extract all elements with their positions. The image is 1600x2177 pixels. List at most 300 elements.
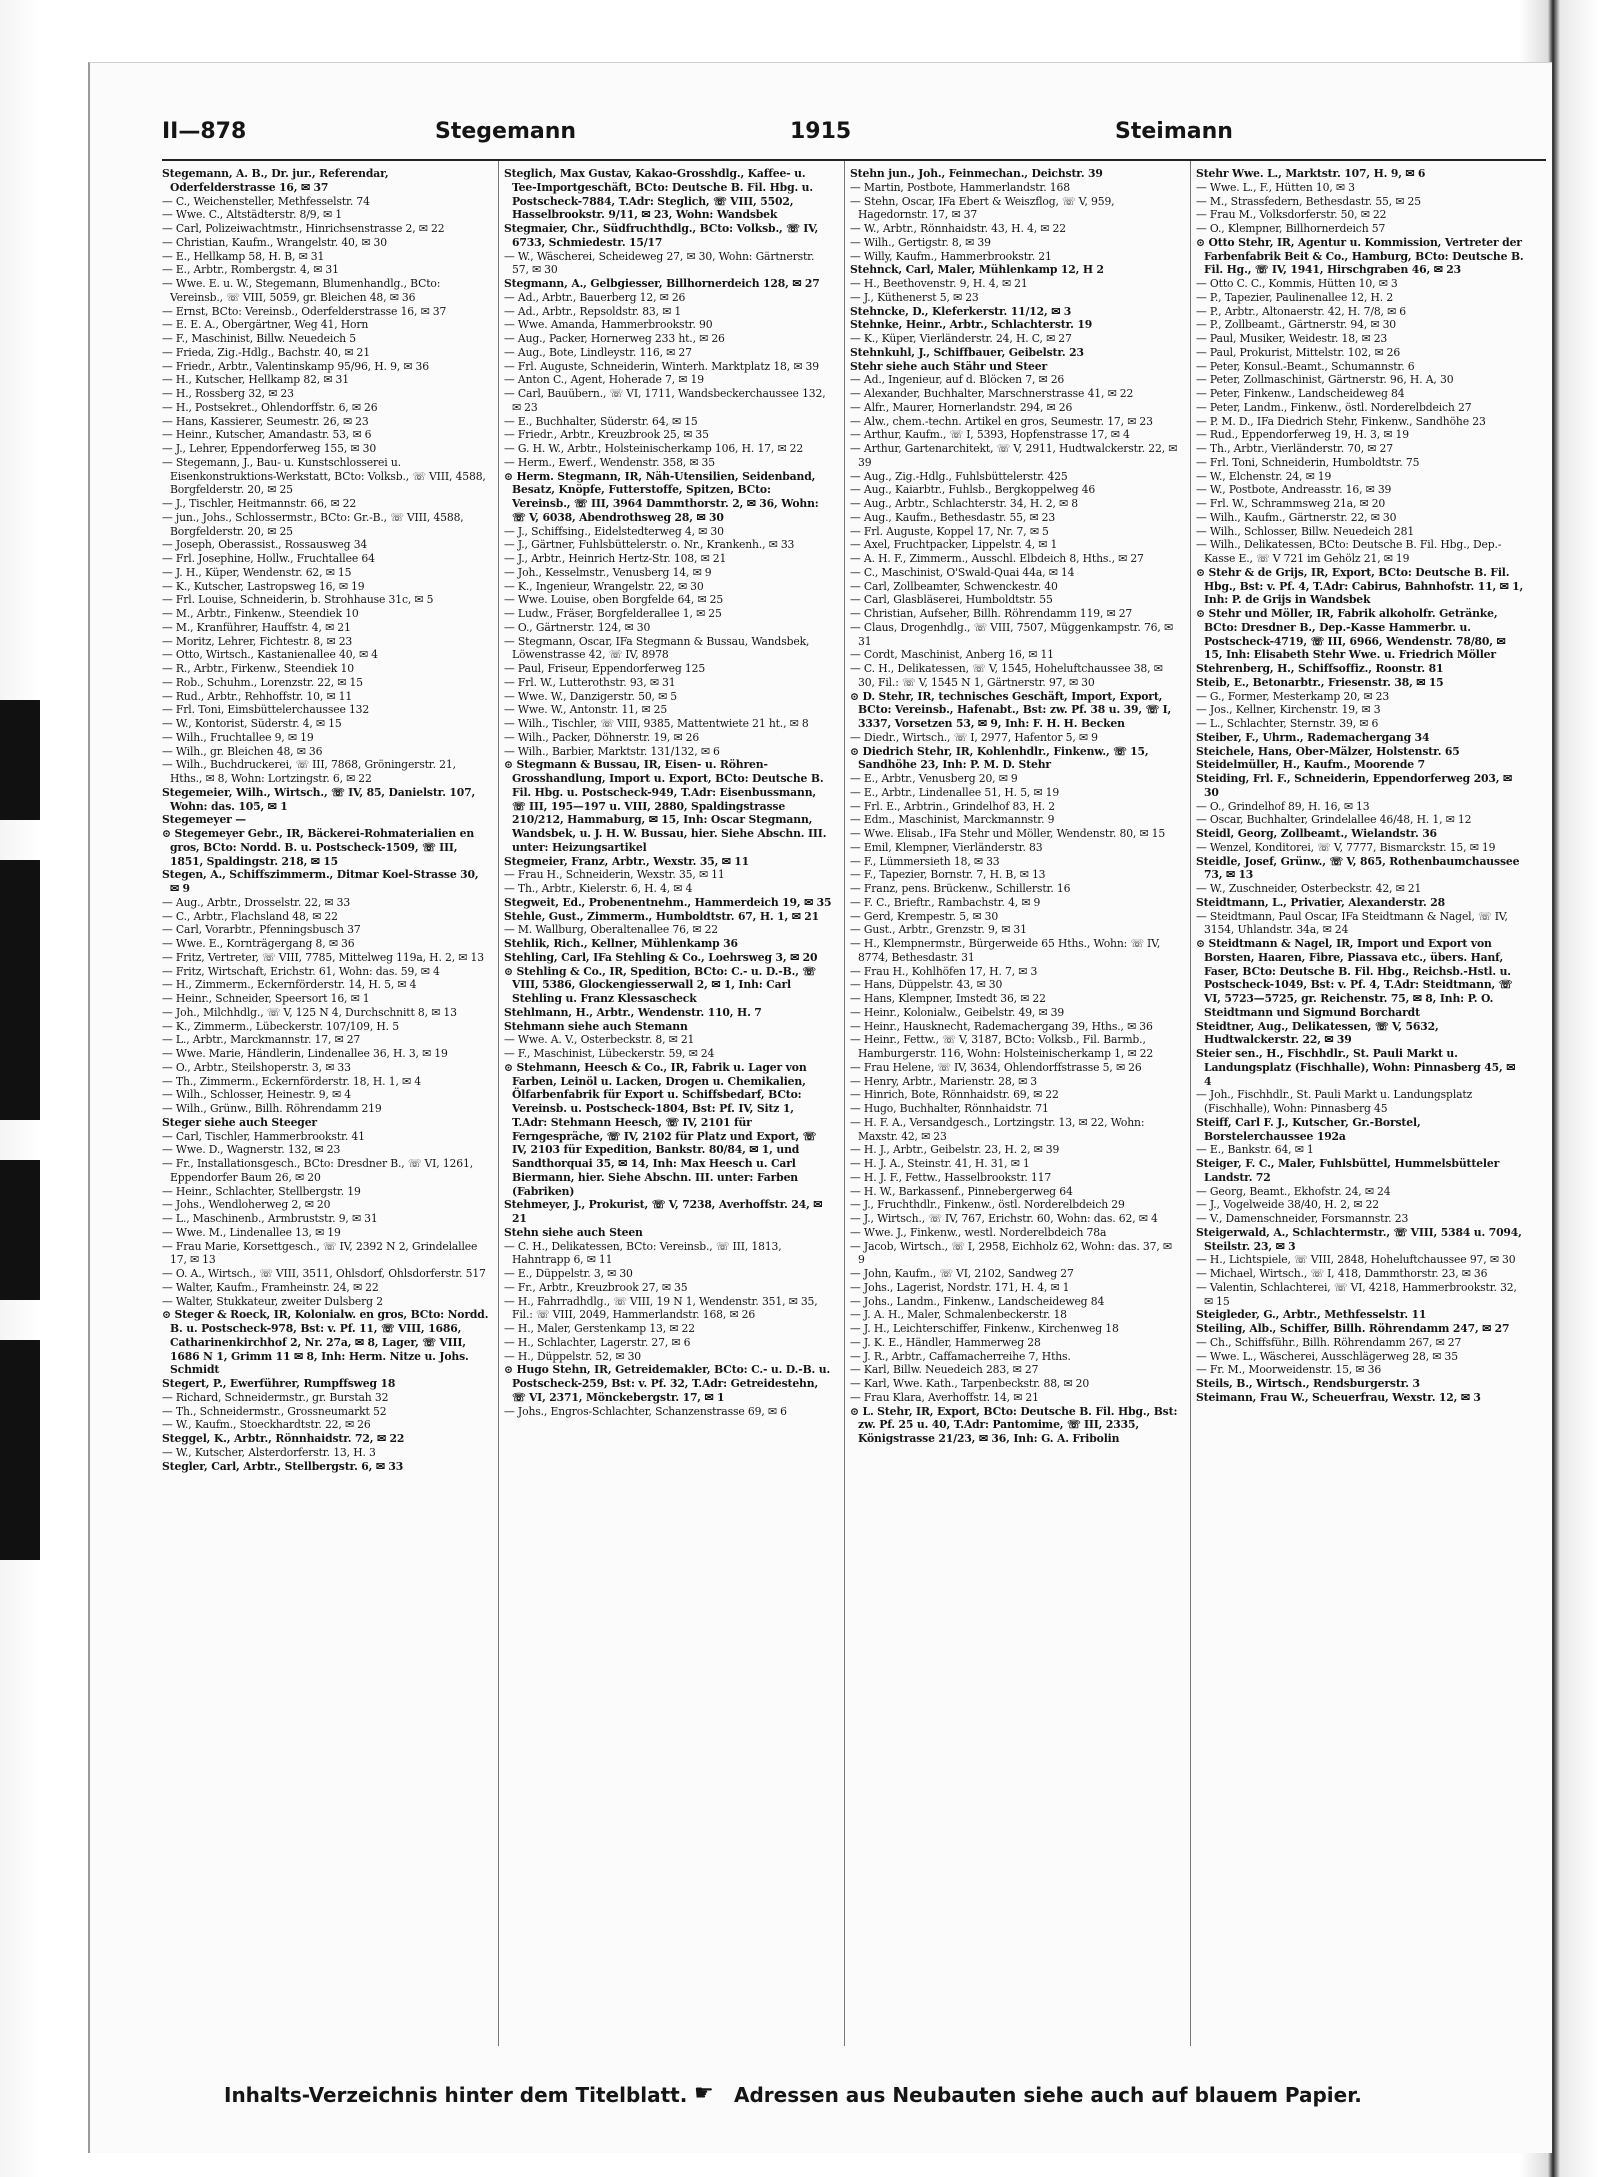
directory-entry: — F., Lümmersieth 18, ✉ 33 bbox=[850, 854, 1000, 868]
directory-entry: — Rud., Arbtr., Rehhoffstr. 10, ✉ 11 bbox=[162, 689, 353, 703]
directory-entry: Stehr siehe auch Stähr und Steer bbox=[850, 359, 1048, 373]
directory-entry: — H., Fahrradhdlg., ☏ VIII, 19 N 1, Wendenstr. 351, ✉ 35, Fil.: ☏ VIII, 2049, Hammerlandstr. 168, ✉ 26 bbox=[504, 1294, 818, 1322]
directory-entry: — Wilh., Barbier, Marktstr. 131/132, ✉ 6 bbox=[504, 744, 720, 758]
directory-entry: — Alfr., Maurer, Hornerlandstr. 294, ✉ 26 bbox=[850, 400, 1073, 414]
directory-entry: — Wilh., Grünw., Billh. Röhrendamm 219 bbox=[162, 1102, 382, 1115]
directory-entry: — Ad., Ingenieur, auf d. Blöcken 7, ✉ 26 bbox=[850, 373, 1065, 387]
directory-entry: — Fritz, Wirtschaft, Erichstr. 61, Wohn: das. 59, ✉ 4 bbox=[162, 964, 440, 978]
directory-entry: — jun., Johs., Schlossermstr., BCto: Gr.-B., ☏ VIII, 4588, Borgfelderstr. 20, ✉ 25 bbox=[162, 510, 464, 538]
directory-entry: — Georg, Beamt., Ekhofstr. 24, ✉ 24 bbox=[1196, 1184, 1391, 1198]
directory-entry: — Wilh., gr. Bleichen 48, ✉ 36 bbox=[162, 744, 323, 758]
directory-entry: — Steidtmann, Paul Oscar, IFa Steidtmann & Nagel, ☏ IV, 3154, Uhlandstr. 34a, ✉ 24 bbox=[1196, 909, 1508, 937]
directory-entry: — Aug., Arbtr., Drosselstr. 22, ✉ 33 bbox=[162, 895, 351, 909]
directory-entry: — Frau H., Kohlhöfen 17, H. 7, ✉ 3 bbox=[850, 964, 1038, 978]
footer-addresses-note: Adressen aus Neubauten siehe auch auf blauem Papier. bbox=[734, 2083, 1362, 2107]
directory-entry: — Moritz, Lehrer, Fichtestr. 8, ✉ 23 bbox=[162, 634, 353, 648]
directory-entry: — Rud., Eppendorferweg 19, H. 3, ✉ 19 bbox=[1196, 428, 1409, 442]
directory-entry: — L., Schlachter, Sternstr. 39, ✉ 6 bbox=[1196, 717, 1379, 730]
directory-entry: Stegler, Carl, Arbtr., Stellbergstr. 6, ✉ 33 bbox=[162, 1459, 404, 1473]
directory-entry: Steggel, K., Arbtr., Rönnhaidstr. 72, ✉ 22 bbox=[162, 1432, 405, 1445]
directory-entry: — C., Maschinist, O'Swald-Quai 44a, ✉ 14 bbox=[850, 565, 1075, 579]
directory-entry: — Frau Helene, ☏ IV, 3634, Ohlendorffstrasse 5, ✉ 26 bbox=[850, 1060, 1142, 1074]
directory-entry: — Wilh., Fruchtallee 9, ✉ 19 bbox=[162, 730, 314, 744]
directory-entry: — O. A., Wirtsch., ☏ VIII, 3511, Ohlsdorf, Ohlsdorferstr. 517 bbox=[162, 1267, 486, 1280]
directory-entry: Steigerwald, A., Schlachtermstr., ☏ VIII, 5384 u. 7094, Steilstr. 23, ✉ 3 bbox=[1196, 1225, 1522, 1253]
page-header bbox=[90, 113, 1552, 153]
directory-entry: — Hinrich, Bote, Rönnhaidstr. 69, ✉ 22 bbox=[850, 1088, 1059, 1102]
directory-entry: — H., Zimmerm., Eckernförderstr. 14, H. 5, ✉ 4 bbox=[162, 978, 417, 992]
directory-entry: — Wilh., Delikatessen, BCto: Deutsche B. Fil. Hbg., Dep.-Kasse E., ☏ V 721 im Gehölz 21, ✉ 19 bbox=[1196, 538, 1502, 565]
directory-entry: — H., Beethovenstr. 9, H. 4, ✉ 21 bbox=[850, 277, 1028, 290]
directory-entry: — Henry, Arbtr., Marienstr. 28, ✉ 3 bbox=[850, 1074, 1038, 1088]
directory-entry: — J., Küthenerst 5, ✉ 23 bbox=[850, 290, 979, 304]
directory-entry: Steiger, F. C., Maler, Fuhlsbüttel, Hummelsbütteler Landstr. 72 bbox=[1196, 1157, 1500, 1184]
directory-entry: — W., Arbtr., Rönnhaidstr. 43, H. 4, ✉ 22 bbox=[850, 222, 1066, 235]
directory-columns bbox=[162, 167, 1546, 2067]
directory-entry: — E., Arbtr., Venusberg 20, ✉ 9 bbox=[850, 772, 1018, 785]
directory-entry: — Oscar, Buchhalter, Grindelallee 46/48, H. 1, ✉ 12 bbox=[1196, 813, 1472, 827]
directory-entry: Steiff, Carl F. J., Kutscher, Gr.-Borstel, Borstelerchaussee 192a bbox=[1196, 1115, 1421, 1143]
directory-entry: — J., Fruchthdlr., Finkenw., östl. Norderelbdeich 29 bbox=[850, 1198, 1125, 1212]
directory-entry: — Stehn, Oscar, IFa Ebert & Weiszflog, ☏ V, 959, Hagedornstr. 17, ✉ 37 bbox=[850, 194, 1115, 222]
directory-entry: — Wwe. W., Danzigerstr. 50, ✉ 5 bbox=[504, 689, 677, 703]
directory-entry: — Wwe. Amanda, Hammerbrookstr. 90 bbox=[504, 318, 713, 332]
directory-entry: Stegmann, A., Gelbgiesser, Billhornerdeich 128, ✉ 27 bbox=[504, 277, 820, 290]
directory-entry: — Frl. Auguste, Schneiderin, Winterh. Marktplatz 18, ✉ 39 bbox=[504, 359, 819, 373]
directory-entry: — Wilh., Tischler, ☏ VIII, 9385, Mattentwiete 21 ht., ✉ 8 bbox=[504, 717, 809, 730]
directory-entry: — H. J., Arbtr., Geibelstr. 23, H. 2, ✉ 39 bbox=[850, 1143, 1060, 1157]
directory-entry: — P. M. D., IFa Diedrich Stehr, Finkenw., Sandhöhe 23 bbox=[1196, 414, 1486, 428]
directory-entry: — P., Tapezier, Paulinenallee 12, H. 2 bbox=[1196, 290, 1394, 304]
directory-entry: — Frau H., Schneiderin, Wexstr. 35, ✉ 11 bbox=[504, 868, 725, 882]
directory-entry: ⊙ Steidtmann & Nagel, IR, Import und Export von Borsten, Haaren, Fibre, Piassava etc., übers. Hanf, Faser, BCto: Deutsche B. Fil. Hbg., Reichsb.-Hstl. u. Postscheck-1049, Bst: v. Pf. 4, T.Adr: Steidtmann, ☏ VI, 5723—5725, gr. Reichenstr. 75, ✉ 8, Inh: P. O. Steidtmann und Sigmund Borchardt bbox=[1196, 937, 1513, 1019]
directory-entry: — Carl, Glasbläserei, Humboldtstr. 55 bbox=[850, 593, 1053, 607]
directory-page bbox=[88, 62, 1552, 2153]
directory-entry: Steiber, F., Uhrm., Rademachergang 34 bbox=[1196, 730, 1430, 744]
directory-entry: — E., Hellkamp 58, H. B, ✉ 31 bbox=[162, 249, 325, 263]
column-3 bbox=[850, 167, 1178, 2042]
directory-entry: — Johs., Lagerist, Nordstr. 171, H. 4, ✉ 1 bbox=[850, 1280, 1070, 1294]
column-4 bbox=[1196, 167, 1524, 2042]
directory-entry: — O., Grindelhof 89, H. 16, ✉ 13 bbox=[1196, 799, 1370, 813]
directory-entry: ⊙ Stehmann, Heesch & Co., IR, Fabrik u. Lager von Farben, Leinöl u. Lacken, Drogen u. Chemikalien, Ölfarbenfabrik für Export u. Schiffsbedarf, BCto: Vereinsb. u. Postscheck-1804, Bst: Pf. IV, Sitz 1, T.Adr: Stehmann Heesch, ☏ IV, 2101 für Ferngespräche, ☏ IV, 2102 für Platz und Export, ☏ IV, 2103 für Expedition, Bankstr. 80/84, ✉ 1, und Sandthorquai 35, ✉ 14, Inh: Max Heesch u. Carl Biermann, hier. Siehe Abschn. III. unter: Farben (Fabriken) bbox=[504, 1060, 816, 1198]
directory-entry: — Frl. Toni, Eimsbüttelerchaussee 132 bbox=[162, 703, 370, 717]
directory-entry: — Heinr., Kolonialw., Geibelstr. 49, ✉ 39 bbox=[850, 1005, 1065, 1019]
directory-entry: — C. H., Delikatessen, ☏ V, 1545, Hoheluftchaussee 38, ✉ 30, Fil.: ☏ V, 1545 N 1, Gärtnerstr. 97, ✉ 30 bbox=[850, 662, 1163, 689]
header-rule bbox=[162, 159, 1546, 161]
directory-entry: — Frl. E., Arbtrin., Grindelhof 83, H. 2 bbox=[850, 799, 1056, 813]
directory-entry: — H., Klempnermstr., Bürgerweide 65 Hths., Wohn: ☏ IV, 8774, Bethesdastr. 31 bbox=[850, 937, 1161, 964]
directory-entry: — Heinr., Schlachter, Stellbergstr. 19 bbox=[162, 1184, 361, 1198]
directory-entry: — E., Arbtr., Lindenallee 51, H. 5, ✉ 19 bbox=[850, 785, 1060, 799]
directory-entry: — V., Damenschneider, Forsmannstr. 23 bbox=[1196, 1212, 1409, 1225]
directory-entry: — Stegmann, Oscar, IFa Stegmann & Bussau, Wandsbek, Löwenstrasse 42, ☏ IV, 8978 bbox=[504, 634, 810, 662]
directory-entry: — K., Zimmerm., Lübeckerstr. 107/109, H. 5 bbox=[162, 1019, 399, 1033]
directory-entry: — Heinr., Hausknecht, Rademachergang 39, Hths., ✉ 36 bbox=[850, 1019, 1153, 1033]
page-number: II—878 bbox=[162, 119, 247, 144]
directory-entry: — Heinr., Kutscher, Amandastr. 53, ✉ 6 bbox=[162, 428, 372, 442]
directory-entry: — Michael, Wirtsch., ☏ I, 418, Dammthorstr. 23, ✉ 36 bbox=[1196, 1267, 1488, 1280]
directory-entry: — Aug., Kaufm., Bethesdastr. 55, ✉ 23 bbox=[850, 510, 1056, 524]
directory-entry: ⊙ Stehling & Co., IR, Spedition, BCto: C.- u. D.-B., ☏ VIII, 5386, Glockengiesserwall 2, ✉ 1, Inh: Carl Stehling u. Franz Klessascheck bbox=[504, 964, 816, 1005]
directory-entry: — Emil, Klempner, Vierländerstr. 83 bbox=[850, 840, 1043, 854]
directory-entry: — H., Düppelstr. 52, ✉ 30 bbox=[504, 1349, 642, 1363]
directory-entry: — Arthur, Kaufm., ☏ I, 5393, Hopfenstrasse 17, ✉ 4 bbox=[850, 428, 1130, 442]
directory-entry: — Aug., Bote, Lindleystr. 116, ✉ 27 bbox=[504, 345, 692, 359]
directory-entry: — Hugo, Buchhalter, Rönnhaidstr. 71 bbox=[850, 1102, 1049, 1115]
directory-entry: Steigleder, G., Arbtr., Methfesselstr. 11 bbox=[1196, 1308, 1427, 1322]
directory-entry: — Th., Zimmerm., Eckernförderstr. 18, H. 1, ✉ 4 bbox=[162, 1074, 421, 1088]
directory-entry: Stehmann siehe auch Stemann bbox=[504, 1019, 688, 1033]
directory-entry: — Karl, Wwe. Kath., Tarpenbeckstr. 88, ✉ 20 bbox=[850, 1377, 1090, 1390]
directory-entry: — Walter, Stukkateur, zweiter Dulsberg 2 bbox=[162, 1294, 383, 1308]
directory-entry: — Joh., Fischhdlr., St. Pauli Markt u. Landungsplatz (Fischhalle), Wohn: Pinnasberg 45 bbox=[1196, 1088, 1473, 1115]
directory-entry: ⊙ Steger & Roeck, IR, Kolonialw. en gros, BCto: Nordd. B. u. Postscheck-978, Bst: v. Pf. 11, ☏ VIII, 1686, Catharinenkirchhof 2, Nr. 27a, ✉ 8, Lager, ☏ VIII, 1686 N 1, Grimm 11 ✉ 8, Inh: Herm. Nitze u. Johs. Schmidt bbox=[162, 1308, 489, 1377]
directory-entry: — Wilh., Gertigstr. 8, ✉ 39 bbox=[850, 235, 991, 249]
directory-entry: — Willy, Kaufm., Hammerbrookstr. 21 bbox=[850, 249, 1052, 263]
directory-entry: Stegen, A., Schiffszimmerm., Ditmar Koel-Strasse 30, ✉ 9 bbox=[162, 868, 479, 895]
directory-entry: Stehmeyer, J., Prokurist, ☏ V, 7238, Averhoffstr. 24, ✉ 21 bbox=[504, 1198, 823, 1225]
directory-entry: — Carl, Vorarbtr., Pfenningsbusch 37 bbox=[162, 923, 361, 937]
directory-entry: Stegmaier, Chr., Südfruchthdlg., BCto: Volksb., ☏ IV, 6733, Schmiedestr. 15/17 bbox=[504, 222, 819, 249]
directory-entry: — H., Lichtspiele, ☏ VIII, 2848, Hoheluftchaussee 97, ✉ 30 bbox=[1196, 1253, 1516, 1267]
directory-entry: — J., Arbtr., Heinrich Hertz-Str. 108, ✉ 21 bbox=[504, 552, 727, 565]
directory-entry: — Valentin, Schlachterei, ☏ VI, 4218, Hammerbrookstr. 32, ✉ 15 bbox=[1196, 1280, 1517, 1308]
directory-entry: — Frl. W., Schrammsweg 21a, ✉ 20 bbox=[1196, 497, 1386, 510]
directory-entry: — Alexander, Buchhalter, Marschnerstrasse 41, ✉ 22 bbox=[850, 387, 1134, 400]
directory-entry: — Ad., Arbtr., Repsoldstr. 83, ✉ 1 bbox=[504, 304, 682, 318]
directory-entry: — Fr. M., Moorweidenstr. 15, ✉ 36 bbox=[1196, 1363, 1382, 1377]
directory-entry: — Wwe. L., F., Hütten 10, ✉ 3 bbox=[1196, 180, 1355, 194]
directory-entry: — Wwe. J., Finkenw., westl. Norderelbdeich 78a bbox=[850, 1225, 1107, 1239]
directory-entry: — Gerd, Krempestr. 5, ✉ 30 bbox=[850, 909, 999, 923]
directory-entry: — Otto C. C., Kommis, Hütten 10, ✉ 3 bbox=[1196, 277, 1398, 290]
directory-entry: Stehncke, D., Kleferkerstr. 11/12, ✉ 3 bbox=[850, 304, 1072, 318]
directory-entry: — W., Elchenstr. 24, ✉ 19 bbox=[1196, 469, 1332, 483]
directory-entry: ⊙ D. Stehr, IR, technisches Geschäft, Import, Export, BCto: Vereinsb., Hafenabt., Bst: zw. Pf. 38 u. 39, ☏ I, 3337, Vorsetzen 53, ✉ 9, Inh: F. H. H. Becken bbox=[850, 689, 1172, 730]
directory-entry: — Fr., Installationsgesch., BCto: Dresdner B., ☏ VI, 1261, Eppendorfer Baum 26, ✉ 20 bbox=[162, 1157, 473, 1184]
directory-entry: — Alw., chem.-techn. Artikel en gros, Seumestr. 17, ✉ 23 bbox=[850, 414, 1153, 428]
directory-entry: — Wenzel, Konditorei, ☏ V, 7777, Bismarckstr. 15, ✉ 19 bbox=[1196, 840, 1496, 854]
directory-entry: ⊙ Stegemeyer Gebr., IR, Bäckerei-Rohmaterialien en gros, BCto: Nordd. B. u. Postscheck-1509, ☏ III, 1851, Spaldingstr. 218, ✉ 15 bbox=[162, 827, 475, 868]
directory-entry: — Jos., Kellner, Kirchenstr. 19, ✉ 3 bbox=[1196, 703, 1381, 717]
directory-entry: Steiling, Alb., Schiffer, Billh. Röhrendamm 247, ✉ 27 bbox=[1196, 1322, 1510, 1335]
directory-entry: — Walter, Kaufm., Framheinstr. 24, ✉ 22 bbox=[162, 1280, 379, 1294]
directory-entry: — Frl. W., Lutterothstr. 93, ✉ 31 bbox=[504, 675, 676, 689]
directory-entry: — H., Maler, Gerstenkamp 13, ✉ 22 bbox=[504, 1322, 695, 1335]
directory-entry: — Th., Arbtr., Kielerstr. 6, H. 4, ✉ 4 bbox=[504, 882, 693, 895]
directory-entry: — Johs., Wendloherweg 2, ✉ 20 bbox=[162, 1198, 331, 1212]
directory-entry: — H., Rossberg 32, ✉ 23 bbox=[162, 387, 294, 400]
directory-entry: — Axel, Fruchtpacker, Lippelstr. 4, ✉ 1 bbox=[850, 538, 1058, 552]
directory-entry: Stehn jun., Joh., Feinmechan., Deichstr. 39 bbox=[850, 167, 1103, 180]
directory-entry: — H. F. A., Versandgesch., Lortzingstr. 13, ✉ 22, Wohn: Maxstr. 42, ✉ 23 bbox=[850, 1115, 1145, 1143]
directory-entry: — Paul, Prokurist, Mittelstr. 102, ✉ 26 bbox=[1196, 345, 1401, 359]
directory-entry: — Aug., Packer, Hornerweg 233 ht., ✉ 26 bbox=[504, 332, 725, 345]
directory-entry: — Ad., Arbtr., Bauerberg 12, ✉ 26 bbox=[504, 290, 686, 304]
directory-entry: — Frau M., Volksdorferstr. 50, ✉ 22 bbox=[1196, 208, 1387, 222]
directory-entry: — Peter, Konsul.-Beamt., Schumannstr. 6 bbox=[1196, 359, 1415, 373]
column-2 bbox=[504, 167, 832, 2042]
directory-entry: — Carl, Bauübern., ☏ VI, 1711, Wandsbeckerchaussee 132, ✉ 23 bbox=[504, 387, 826, 414]
directory-entry: — M., Kranführer, Hauffstr. 4, ✉ 21 bbox=[162, 620, 351, 634]
directory-entry: — Friedr., Arbtr., Valentinskamp 95/96, H. 9, ✉ 36 bbox=[162, 359, 429, 373]
directory-entry: ⊙ Stehr und Möller, IR, Fabrik alkoholfr. Getränke, BCto: Dresdner B., Dep.-Kasse Hammerbr. u. Postscheck-4719, ☏ III, 6966, Wendenstr. 78/80, ✉ 15, Inh: Elisabeth Stehr Wwe. u. Friedrich Möller bbox=[1196, 607, 1506, 662]
directory-entry: — Wwe. Elisab., IFa Stehr und Möller, Wendenstr. 80, ✉ 15 bbox=[850, 827, 1166, 840]
directory-entry: — W., Wäscherei, Scheideweg 27, ✉ 30, Wohn: Gärtnerstr. 57, ✉ 30 bbox=[504, 249, 815, 277]
directory-entry: — E., Arbtr., Rombergstr. 4, ✉ 31 bbox=[162, 263, 339, 277]
directory-entry: — J. A. H., Maler, Schmalenbeckerstr. 18 bbox=[850, 1308, 1067, 1322]
directory-entry: Stehrenberg, H., Schiffsoffiz., Roonstr. 81 bbox=[1196, 662, 1444, 675]
directory-entry: — H. W., Barkassenf., Pinnebergerweg 64 bbox=[850, 1184, 1073, 1198]
directory-entry: — M., Strassfedern, Bethesdastr. 55, ✉ 25 bbox=[1196, 194, 1421, 208]
directory-entry: — F., Maschinist, Lübeckerstr. 59, ✉ 24 bbox=[504, 1047, 715, 1060]
directory-entry: Stehling, Carl, IFa Stehling & Co., Loehrsweg 3, ✉ 20 bbox=[504, 950, 818, 964]
directory-entry: Steiding, Frl. F., Schneiderin, Eppendorferweg 203, ✉ 30 bbox=[1196, 772, 1512, 799]
directory-entry: — J., Lehrer, Eppendorferweg 155, ✉ 30 bbox=[162, 442, 377, 455]
directory-entry: Stegemeyer — bbox=[162, 813, 246, 827]
directory-entry: Stehnck, Carl, Maler, Mühlenkamp 12, H 2 bbox=[850, 263, 1104, 277]
directory-entry: — K., Kutscher, Lastropsweg 16, ✉ 19 bbox=[162, 579, 365, 593]
directory-entry: — Wwe. A. V., Osterbeckstr. 8, ✉ 21 bbox=[504, 1033, 695, 1047]
directory-entry: — W., Kaufm., Stoeckhardtstr. 22, ✉ 26 bbox=[162, 1418, 371, 1432]
directory-entry: — P., Zollbeamt., Gärtnerstr. 94, ✉ 30 bbox=[1196, 318, 1397, 332]
directory-entry: ⊙ Stehr & de Grijs, IR, Export, BCto: Deutsche B. Fil. Hbg., Bst: v. Pf. 4, T.Adr: Cabirus, Bahnhofstr. 11, ✉ 1, Inh: P. de Grijs in Wandsbek bbox=[1196, 565, 1524, 607]
directory-entry: — Joh., Kesselmstr., Venusberg 14, ✉ 9 bbox=[504, 565, 712, 579]
directory-entry: — H. J. F., Fettw., Hasselbrookstr. 117 bbox=[850, 1170, 1052, 1184]
directory-entry: — O., Gärtnerstr. 124, ✉ 30 bbox=[504, 620, 651, 634]
directory-entry: — Wwe. Louise, oben Borgfelde 64, ✉ 25 bbox=[504, 593, 724, 607]
directory-entry: — Martin, Postbote, Hammerlandstr. 168 bbox=[850, 180, 1070, 194]
directory-entry: — Th., Schneidermstr., Grossneumarkt 52 bbox=[162, 1404, 387, 1418]
directory-entry: — O., Arbtr., Steilshoperstr. 3, ✉ 33 bbox=[162, 1060, 351, 1074]
directory-entry: Steils, B., Wirtsch., Rendsburgerstr. 3 bbox=[1196, 1377, 1420, 1390]
directory-entry: — Jacob, Wirtsch., ☏ I, 2958, Eichholz 62, Wohn: das. 37, ✉ 9 bbox=[850, 1239, 1172, 1267]
directory-entry: — Wilh., Buchdruckerei, ☏ III, 7868, Gröningerstr. 21, Hths., ✉ 8, Wohn: Lortzingstr. 6, ✉ 22 bbox=[162, 758, 456, 785]
directory-entry: — Frl. Louise, Schneiderin, b. Strohhause 31c, ✉ 5 bbox=[162, 593, 434, 607]
directory-entry: — W., Kontorist, Süderstr. 4, ✉ 15 bbox=[162, 717, 342, 730]
pointing-hand-icon: ☛ bbox=[694, 2081, 714, 2106]
directory-entry: Steger siehe auch Steeger bbox=[162, 1115, 317, 1129]
directory-entry: Steier sen., H., Fischhdlr., St. Pauli Markt u. Landungsplatz (Fischhalle), Wohn: Pinnasberg 45, ✉ 4 bbox=[1196, 1047, 1516, 1088]
directory-entry: — Ernst, BCto: Vereinsb., Oderfelderstrasse 16, ✉ 37 bbox=[162, 304, 447, 318]
directory-entry: Stehn siehe auch Steen bbox=[504, 1225, 643, 1239]
directory-entry: — Hans, Düppelstr. 43, ✉ 30 bbox=[850, 978, 1003, 992]
directory-entry: — Wwe. D., Wagnerstr. 132, ✉ 23 bbox=[162, 1143, 341, 1157]
directory-entry: — Wwe. M., Lindenallee 13, ✉ 19 bbox=[162, 1225, 341, 1239]
directory-entry: — Wwe. C., Altstädterstr. 8/9, ✉ 1 bbox=[162, 208, 342, 222]
directory-entry: Stegert, P., Ewerführer, Rumpffsweg 18 bbox=[162, 1377, 396, 1390]
directory-entry: — Diedr., Wirtsch., ☏ I, 2977, Hafentor 5, ✉ 9 bbox=[850, 730, 1098, 744]
directory-entry: — Christian, Kaufm., Wrangelstr. 40, ✉ 30 bbox=[162, 235, 387, 249]
side-stamp bbox=[0, 700, 60, 1600]
directory-entry: — H., Postsekret., Ohlendorffstr. 6, ✉ 26 bbox=[162, 400, 378, 414]
directory-entry: — J. R., Arbtr., Caffamacherreihe 7, Hths. bbox=[850, 1349, 1071, 1363]
directory-entry: — L., Arbtr., Marckmannstr. 17, ✉ 27 bbox=[162, 1033, 361, 1047]
directory-entry: — Stegemann, J., Bau- u. Kunstschlosserei u. Eisenkonstruktions-Werkstatt, BCto: Volksb., ☏ VIII, 4588, Borgfelderstr. 20, ✉ 25 bbox=[162, 455, 486, 497]
directory-entry: ⊙ Stegmann & Bussau, IR, Eisen- u. Röhren-Grosshandlung, Import u. Export, BCto: Deutsche B. Fil. Hbg. u. Postscheck-949, T.Adr: Eisenbussmann, ☏ III, 195—197 u. VIII, 2880, Spaldingstrasse 210/212, Hammaburg, ✉ 15, Inh: Oscar Stegmann, Wandsbek, u. J. H. W. Bussau, hier. Siehe Abschn. III. unter: Heizungsartikel bbox=[504, 758, 827, 854]
directory-entry: — L., Maschinenb., Armbruststr. 9, ✉ 31 bbox=[162, 1212, 378, 1225]
directory-entry: Stegemann, A. B., Dr. jur., Referendar, Oderfelderstrasse 16, ✉ 37 bbox=[162, 167, 389, 194]
directory-entry: ⊙ Otto Stehr, IR, Agentur u. Kommission, Vertreter der Farbenfabrik Beit & Co., Hamburg, BCto: Deutsche B. Fil. Hg., ☏ IV, 1941, Hirschgraben 46, ✉ 23 bbox=[1196, 235, 1524, 277]
directory-entry: — Otto, Wirtsch., Kastanienallee 40, ✉ 4 bbox=[162, 648, 378, 662]
directory-entry: — Fr., Arbtr., Kreuzbrook 27, ✉ 35 bbox=[504, 1280, 688, 1294]
directory-entry: — C. H., Delikatessen, BCto: Vereinsb., ☏ III, 1813, Hahntrapp 6, ✉ 11 bbox=[504, 1239, 782, 1267]
directory-entry: — Carl, Tischler, Hammerbrookstr. 41 bbox=[162, 1129, 365, 1143]
directory-entry: — Frl. Toni, Schneiderin, Humboldtstr. 75 bbox=[1196, 455, 1420, 469]
directory-entry: — Herm., Ewerf., Wendenstr. 358, ✉ 35 bbox=[504, 455, 715, 469]
directory-entry: — K., Küper, Vierländerstr. 24, H. C, ✉ 27 bbox=[850, 332, 1072, 345]
directory-entry: — W., Kutscher, Alsterdorferstr. 13, H. 3 bbox=[162, 1445, 376, 1459]
directory-entry: — J. H., Leichterschiffer, Finkenw., Kirchenweg 18 bbox=[850, 1322, 1119, 1335]
directory-entry: ⊙ Hugo Stehn, IR, Getreidemakler, BCto: C.- u. D.-B. u. Postscheck-259, Bst: v. Pf. 32, T.Adr: Getreidestehn, ☏ VI, 2371, Mönckebergstr. 17, ✉ 1 bbox=[504, 1363, 831, 1404]
directory-entry: — Wilh., Kaufm., Gärtnerstr. 22, ✉ 30 bbox=[1196, 510, 1397, 524]
directory-entry: Stehr Wwe. L., Marktstr. 107, H. 9, ✉ 6 bbox=[1196, 167, 1426, 180]
directory-entry: — Wwe. W., Antonstr. 11, ✉ 25 bbox=[504, 703, 668, 717]
directory-entry: — K., Ingenieur, Wrangelstr. 22, ✉ 30 bbox=[504, 579, 704, 593]
directory-entry: — Paul, Friseur, Eppendorferweg 125 bbox=[504, 662, 706, 675]
directory-entry: — Wwe. Marie, Händlerin, Lindenallee 36, H. 3, ✉ 19 bbox=[162, 1047, 448, 1060]
directory-entry: — Heinr., Schneider, Speersort 16, ✉ 1 bbox=[162, 992, 370, 1005]
directory-entry: — Christian, Aufseher, Billh. Röhrendamm 119, ✉ 27 bbox=[850, 607, 1133, 620]
directory-entry: — E. E. A., Obergärtner, Weg 41, Horn bbox=[162, 318, 369, 332]
directory-entry: — E., Bankstr. 64, ✉ 1 bbox=[1196, 1143, 1314, 1157]
directory-entry: — P., Arbtr., Altonaerstr. 42, H. 7/8, ✉ 6 bbox=[1196, 304, 1407, 318]
directory-entry: — Aug., Zig.-Hdlg., Fuhlsbüttelerstr. 425 bbox=[850, 469, 1068, 483]
directory-entry: — Frau Marie, Korsettgesch., ☏ IV, 2392 N 2, Grindelallee 17, ✉ 13 bbox=[162, 1239, 478, 1267]
directory-entry: — Peter, Landm., Finkenw., östl. Norderelbdeich 27 bbox=[1196, 400, 1472, 414]
directory-entry: — Wwe. L., Wäscherei, Ausschlägerweg 28, ✉ 35 bbox=[1196, 1349, 1458, 1363]
directory-entry: Steidtmann, L., Privatier, Alexanderstr. 28 bbox=[1196, 895, 1445, 909]
directory-entry: — Ludw., Fräser, Borgfelderallee 1, ✉ 25 bbox=[504, 607, 722, 620]
directory-entry: — Paul, Musiker, Weidestr. 18, ✉ 23 bbox=[1196, 332, 1388, 345]
directory-entry: — H. J. A., Steinstr. 41, H. 31, ✉ 1 bbox=[850, 1157, 1030, 1170]
directory-entry: Stehlmann, H., Arbtr., Wendenstr. 110, H. 7 bbox=[504, 1005, 762, 1019]
directory-entry: Steimann, Frau W., Scheuerfrau, Wexstr. 12, ✉ 3 bbox=[1196, 1390, 1481, 1404]
directory-entry: — Frieda, Zig.-Hdlg., Bachstr. 40, ✉ 21 bbox=[162, 345, 370, 359]
directory-entry: — Gust., Arbtr., Grenzstr. 9, ✉ 31 bbox=[850, 923, 1027, 937]
directory-entry: — Carl, Polizeiwachtmstr., Hinrichsenstrasse 2, ✉ 22 bbox=[162, 222, 445, 235]
directory-entry: — Carl, Zollbeamter, Schwenckestr. 40 bbox=[850, 579, 1058, 593]
directory-entry: — F., Tapezier, Bornstr. 7, H. B, ✉ 13 bbox=[850, 868, 1046, 882]
directory-entry: — C., Arbtr., Flachsland 48, ✉ 22 bbox=[162, 909, 338, 923]
directory-entry: — Edm., Maschinist, Marckmannstr. 9 bbox=[850, 813, 1055, 827]
directory-entry: — Wwe. E., Kornträgergang 8, ✉ 36 bbox=[162, 937, 355, 950]
directory-entry: — Hans, Kassierer, Seumestr. 26, ✉ 23 bbox=[162, 414, 369, 428]
header-year: 1915 bbox=[790, 119, 852, 144]
directory-entry: — Joh., Milchhdlg., ☏ V, 125 N 4, Durchschnitt 8, ✉ 13 bbox=[162, 1005, 457, 1019]
directory-entry: — J., Schiffsing., Eidelstedterweg 4, ✉ 30 bbox=[504, 524, 724, 538]
directory-entry: — Aug., Kaiarbtr., Fuhlsb., Bergkoppelweg 46 bbox=[850, 483, 1096, 497]
directory-entry: — G. H. W., Arbtr., Holsteinischerkamp 106, H. 17, ✉ 22 bbox=[504, 442, 804, 455]
column-1 bbox=[162, 167, 490, 2042]
directory-entry: — Franz, pens. Brückenw., Schillerstr. 16 bbox=[850, 882, 1071, 895]
directory-entry: — Ch., Schiffsführ., Billh. Röhrendamm 267, ✉ 27 bbox=[1196, 1335, 1462, 1349]
directory-entry: — Frl. Auguste, Koppel 17, Nr. 7, ✉ 5 bbox=[850, 524, 1049, 538]
directory-entry: — Wilh., Schlosser, Heinestr. 9, ✉ 4 bbox=[162, 1088, 351, 1102]
directory-entry: — W., Zuschneider, Osterbeckstr. 42, ✉ 21 bbox=[1196, 882, 1422, 895]
directory-entry: — R., Arbtr., Firkenw., Steendiek 10 bbox=[162, 662, 354, 675]
directory-entry: — Peter, Finkenw., Landscheideweg 84 bbox=[1196, 387, 1405, 400]
directory-entry: — Arthur, Gartenarchitekt, ☏ V, 2911, Hudtwalckerstr. 22, ✉ 39 bbox=[850, 442, 1178, 469]
directory-entry: — Frau Klara, Averhoffstr. 14, ✉ 21 bbox=[850, 1390, 1039, 1404]
header-last-name: Steimann bbox=[1115, 119, 1233, 144]
directory-entry: Stegemeier, Wilh., Wirtsch., ☏ IV, 85, Danielstr. 107, Wohn: das. 105, ✉ 1 bbox=[162, 785, 476, 813]
directory-entry: — O., Klempner, Billhornerdeich 57 bbox=[1196, 222, 1386, 235]
directory-entry: Steidle, Josef, Grünw., ☏ V, 865, Rothenbaumchaussee 73, ✉ 13 bbox=[1196, 854, 1520, 882]
directory-entry: — Anton C., Agent, Hoherade 7, ✉ 19 bbox=[504, 373, 704, 387]
directory-entry: — Wwe. E. u. W., Stegemann, Blumenhandlg., BCto: Vereinsb., ☏ VIII, 5059, gr. Bleichen 48, ✉ 36 bbox=[162, 277, 441, 304]
directory-entry: Stehnke, Heinr., Arbtr., Schlachterstr. 19 bbox=[850, 318, 1093, 332]
directory-entry: — Peter, Zollmaschinist, Gärtnerstr. 96, H. A, 30 bbox=[1196, 373, 1454, 387]
directory-entry: Steidelmüller, H., Kaufm., Moorende 7 bbox=[1196, 758, 1425, 772]
directory-entry: — Friedr., Arbtr., Kreuzbrook 25, ✉ 35 bbox=[504, 428, 709, 442]
directory-entry: — Joseph, Oberassist., Rossausweg 34 bbox=[162, 538, 368, 552]
directory-entry: — M. Wallburg, Oberaltenallee 76, ✉ 22 bbox=[504, 923, 719, 937]
directory-entry: — Heinr., Fettw., ☏ V, 3187, BCto: Volksb., Fil. Barmb., Hamburgerstr. 116, Wohn: Holsteinischerkamp 1, ✉ 22 bbox=[850, 1033, 1154, 1060]
directory-entry: — Wilh., Packer, Döhnerstr. 19, ✉ 26 bbox=[504, 730, 700, 744]
directory-entry: Stehle, Gust., Zimmerm., Humboldtstr. 67, H. 1, ✉ 21 bbox=[504, 909, 819, 923]
directory-entry: — Frl. Josephine, Hollw., Fruchtallee 64 bbox=[162, 552, 375, 565]
directory-entry: — Johs., Engros-Schlachter, Schanzenstrasse 69, ✉ 6 bbox=[504, 1404, 787, 1418]
footer-index-note: Inhalts-Verzeichnis hinter dem Titelblatt. bbox=[224, 2083, 688, 2107]
directory-entry: — E., Buchhalter, Süderstr. 64, ✉ 15 bbox=[504, 414, 698, 428]
directory-entry: Stegmeier, Franz, Arbtr., Wexstr. 35, ✉ 11 bbox=[504, 854, 750, 868]
directory-entry: — Wilh., Schlosser, Billw. Neuedeich 281 bbox=[1196, 524, 1415, 538]
directory-entry: Steidl, Georg, Zollbeamt., Wielandstr. 36 bbox=[1196, 827, 1437, 840]
directory-entry: — J., Vogelweide 38/40, H. 2, ✉ 22 bbox=[1196, 1198, 1380, 1212]
directory-entry: — J., Gärtner, Fuhlsbüttelerstr. o. Nr., Krankenh., ✉ 33 bbox=[504, 538, 795, 552]
directory-entry: ⊙ L. Stehr, IR, Export, BCto: Deutsche B. Fil. Hbg., Bst: zw. Pf. 25 u. 40, T.Adr: Pantomime, ☏ III, 2335, Königstrasse 21/23, ✉ 36, Inh: G. A. Fribolin bbox=[850, 1404, 1178, 1445]
directory-entry: — H., Kutscher, Hellkamp 82, ✉ 31 bbox=[162, 373, 349, 387]
directory-entry: — W., Postbote, Andreasstr. 16, ✉ 39 bbox=[1196, 483, 1392, 497]
header-first-name: Stegemann bbox=[435, 119, 577, 144]
directory-entry: — Johs., Landm., Finkenw., Landscheideweg 84 bbox=[850, 1294, 1105, 1308]
directory-entry: Stehlik, Rich., Kellner, Mühlenkamp 36 bbox=[504, 937, 738, 950]
directory-entry: ⊙ Diedrich Stehr, IR, Kohlenhdlr., Finkenw., ☏ 15, Sandhöhe 23, Inh: P. M. D. Stehr bbox=[850, 744, 1149, 772]
directory-entry: — J. K. E., Händler, Hammerweg 28 bbox=[850, 1335, 1041, 1349]
directory-entry: — H., Schlachter, Lagerstr. 27, ✉ 6 bbox=[504, 1335, 691, 1349]
directory-entry: — E., Düppelstr. 3, ✉ 30 bbox=[504, 1267, 633, 1280]
directory-entry: ⊙ Herm. Stegmann, IR, Näh-Utensilien, Seidenband, Besatz, Knöpfe, Futterstoffe, Spitzen, BCto: Vereinsb., ☏ III, 3964 Dammthorstr. 2, ✉ 36, Wohn: ☏ V, 6038, Abendrothsweg 28, ✉ 30 bbox=[504, 469, 819, 524]
directory-entry: — Karl, Billw. Neuedeich 283, ✉ 27 bbox=[850, 1363, 1039, 1377]
directory-entry: Steidtner, Aug., Delikatessen, ☏ V, 5632, Hudtwalckerstr. 22, ✉ 39 bbox=[1196, 1019, 1439, 1047]
directory-entry: — J. H., Küper, Wendenstr. 62, ✉ 15 bbox=[162, 565, 352, 579]
directory-entry: — Rob., Schuhm., Lorenzstr. 22, ✉ 15 bbox=[162, 675, 363, 689]
directory-entry: — Richard, Schneidermstr., gr. Burstah 32 bbox=[162, 1390, 389, 1404]
directory-entry: — M., Arbtr., Finkenw., Steendiek 10 bbox=[162, 607, 359, 620]
directory-entry: Stehnkuhl, J., Schiffbauer, Geibelstr. 23 bbox=[850, 345, 1084, 359]
directory-entry: — Th., Arbtr., Vierländerstr. 70, ✉ 27 bbox=[1196, 442, 1393, 455]
directory-entry: — A. H. F., Zimmerm., Ausschl. Elbdeich 8, Hths., ✉ 27 bbox=[850, 552, 1144, 565]
directory-entry: — Claus, Drogenhdlg., ☏ VIII, 7507, Müggenkampstr. 76, ✉ 31 bbox=[850, 620, 1173, 648]
directory-entry: — Aug., Arbtr., Schlachterstr. 34, H. 2, ✉ 8 bbox=[850, 497, 1078, 510]
directory-entry: — F., Maschinist, Billw. Neuedeich 5 bbox=[162, 332, 356, 345]
directory-entry: — F. C., Brieftr., Rambachstr. 4, ✉ 9 bbox=[850, 895, 1041, 909]
directory-entry: — Cordt, Maschinist, Anberg 16, ✉ 11 bbox=[850, 648, 1054, 662]
directory-entry: — C., Weichensteller, Methfesselstr. 74 bbox=[162, 194, 370, 208]
directory-entry: — John, Kaufm., ☏ VI, 2102, Sandweg 27 bbox=[850, 1267, 1074, 1280]
directory-entry: Stegweit, Ed., Probenentnehm., Hammerdeich 19, ✉ 35 bbox=[504, 895, 832, 909]
directory-entry: Steib, E., Betonarbtr., Friesenstr. 38, ✉ 15 bbox=[1196, 675, 1444, 689]
directory-entry: — J., Wirtsch., ☏ IV, 767, Erichstr. 60, Wohn: das. 62, ✉ 4 bbox=[850, 1212, 1158, 1225]
directory-entry: — J., Tischler, Heitmannstr. 66, ✉ 22 bbox=[162, 497, 357, 510]
directory-entry: Steichele, Hans, Ober-Mälzer, Holstenstr. 65 bbox=[1196, 744, 1460, 758]
directory-entry: — Hans, Klempner, Imstedt 36, ✉ 22 bbox=[850, 992, 1046, 1005]
directory-entry: — G., Former, Mesterkamp 20, ✉ 23 bbox=[1196, 689, 1390, 703]
directory-entry: Steglich, Max Gustav, Kakao-Grosshdlg., Kaffee- u. Tee-Importgeschäft, BCto: Deutsche B. Fil. Hbg. u. Postscheck-7884, T.Adr: Steglich, ☏ VIII, 5502, Hasselbrookstr. 9/11, ✉ 23, Wohn: Wandsbek bbox=[504, 167, 813, 222]
directory-entry: — Fritz, Vertreter, ☏ VIII, 7785, Mittelweg 119a, H. 2, ✉ 13 bbox=[162, 950, 484, 964]
